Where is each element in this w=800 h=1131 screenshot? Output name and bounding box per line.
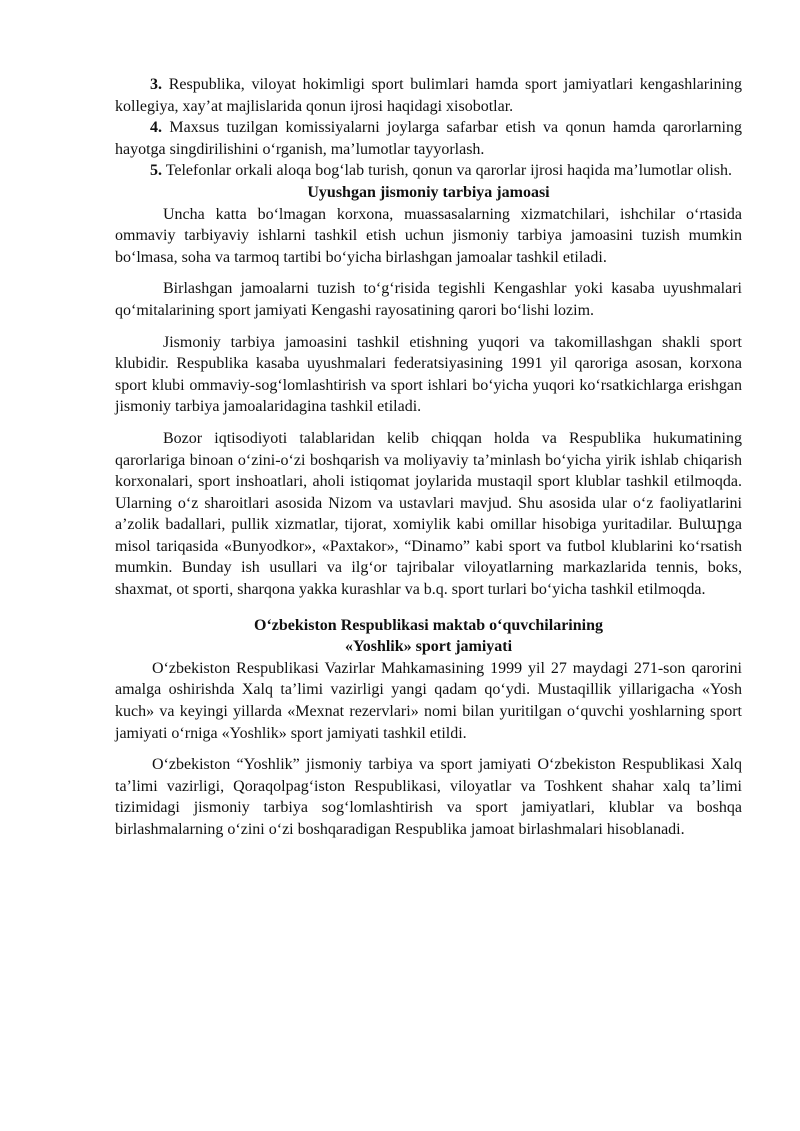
list-item-3 [115, 74, 742, 117]
list-number: 3. [150, 76, 162, 93]
list-item-4 [115, 117, 742, 160]
section-heading-line-1: O‘zbekiston Respublikasi maktab o‘quvchilarining [254, 616, 603, 634]
list-item-text: Maxsus tuzilgan komissiyalarni joylarga safarbar etish va qonun hamda qarorlarning hayotga singdirilishini o‘rganish, ma’lumotlar tayyorlash. [115, 119, 743, 158]
document-page [115, 74, 742, 841]
paragraph: Birlashgan jamoalarni tuzish to‘g‘risida tegishli Kengashlar yoki kasaba uyushmalari qo‘mitalarining sport jamiyati Kengashi rayosatining qarori bo‘lishi lozim. [115, 280, 742, 319]
list-number: 4. [150, 119, 162, 137]
paragraph: O‘zbekiston “Yoshlik” jismoniy tarbiya va sport jamiyati O‘zbekiston Respublikasi Xalq ta’limi vazirligi, Qoraqolpag‘iston Respublikasi, viloyatlar va Toshkent shahar xalq ta’limi tizimidagi jismoniy tarbiya sog‘lomlashtirish va sport jamiyatlari, klublar va boshqa birlashmalarning o‘zini o‘zi boshqaradigan Respublika jamoat birlashmalari hisoblanadi. [115, 756, 742, 838]
list-item-text: Telefonlar orkali aloqa bog‘lab turish, qonun va qarorlar ijrosi haqida ma’lumotlar olish. [165, 162, 732, 180]
list-number: 5. [150, 162, 162, 180]
list-item-5 [115, 160, 742, 182]
list-item-text: Respublika, viloyat hokimligi sport bulimlari hamda sport jamiyatlari kengashlarining kollegiya, xay’at majlislarida qonun ijrosi haqidagi xisobotlar. [115, 76, 743, 115]
section-heading: Uyushgan jismoniy tarbiya jamoasi [307, 183, 550, 201]
paragraph: Bozor iqtisodiyoti talablaridan kelib chiqqan holda va Respublika hukumatining qarorlariga binoan o‘zini-o‘zi boshqarish va moliyaviy ta’minlash bo‘yicha yirik ishlab chiqarish korxonalari, sport inshoatlari, aholi istiqomat joylarida mustaqil sport klublar tashkil etilmoqda. Ularning o‘z sharoitlari asosida Nizom va ustavlari mavjud. Shu asosida ular o‘z faoliyatlarini a’zolik badallari, pullik xizmatlar, tijorat, xomiylik kabi omillar hisobiga yuritadilar. Bulարga misol tariqasida «Bunyodkor», «Paxtakor», “Dinamo” kabi sport va futbol klublarini ko‘rsatish mumkin. Bunday ish usullari va ilg‘or tajribalar viloyatlarning markazlarida tennis, boks, shaxmat, ot sporti, sharqona yakka kurashlar va b.q. sport turlari bo‘yicha tashkil etilmoqda. [115, 429, 742, 599]
paragraph: Jismoniy tarbiya jamoasini tashkil etishning yuqori va takomillashgan shakli sport klubidir. Respublika kasaba uyushmalari federatsiyasining 1991 yil qaroriga asosan, korxona sport klubi ommaviy-sog‘lomlashtirish va sport ishlari bo‘yicha yuqori ko‘rsatkichlarga erishgan jismoniy tarbiya jamoalaridagina tashkil etiladi. [115, 333, 742, 416]
paragraph: O‘zbekiston Respublikasi Vazirlar Mahkamasining 1999 yil 27 maydagi 271-son qarorini amalga oshirishda Xalq ta’limi vazirligi yangi qadam qo‘ydi. Mustaqillik yillarigacha «Yosh kuch» va keyingi yillarda «Mexnat rezervlari» nomi bilan yuritilgan o‘quvchi yoshlarning sport jamiyati o‘rniga «Yoshlik» sport jamiyati tashkil etildi. [115, 659, 742, 742]
paragraph: Uncha katta bo‘lmagan korxona, muassasalarning xizmatchilari, ishchilar o‘rtasida ommaviy tarbiyaviy ishlarni tashkil etish uchun jismoniy tarbiya jamoasini tuzish mumkin bo‘lmasa, soha va tarmoq tartibi bo‘yicha birlashgan jamoalar tashkil etiladi. [115, 205, 742, 266]
section-heading-line-2: «Yoshlik» sport jamiyati [344, 638, 513, 656]
